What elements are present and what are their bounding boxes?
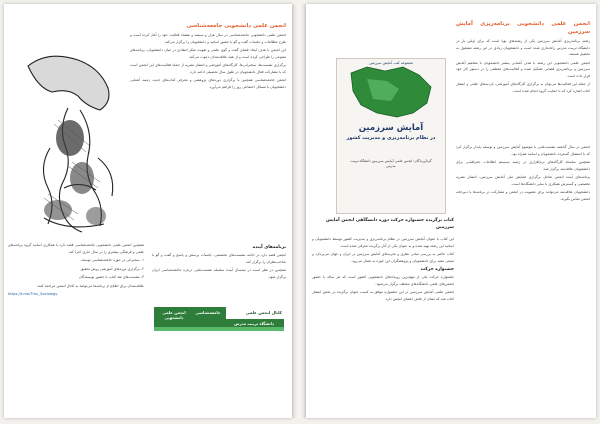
cover-authors: گردآورندگان: انجمن علمی آمایش سرزمین دانشگاه تربیت مدرس [350, 159, 432, 168]
paragraph: انجمن قصد دارد در ادامه نشست‌های تخصصی، جلسات پرسش و پاسخ و گفت و گو با صاحب‌نظران را برگزار کند. [152, 253, 286, 264]
channel-link[interactable]: https://t.me/Tmu_Sociology [8, 292, 58, 296]
paragraph: رشته برنامه‌ریزی آمایش سرزمین یکی از رشته‌های نوپا است که برای اولین بار در دانشگاه تربیت مدرس راه‌اندازی شده است و دانشجویان زیادی در این رشته مشغول به تحصیل هستند. [456, 39, 590, 56]
paragraph: از جمله این فعالیت‌ها می‌توان به برگزاری کارگاه‌های آموزشی، بازدیدهای علمی و انتشار کتاب اشاره کرد که با حمایت گروه انجام شده است. [456, 82, 590, 93]
paragraph: دانشجویان علاقه‌مند می‌توانند برای عضویت در انجمن و مشارکت در برنامه‌ها با دبیرخانه انجمن تماس بگیرند. [456, 190, 590, 201]
paragraph: انجمن علمی آمایش سرزمین در این جشنواره موفق به کسب عنوان برگزیده در بخش انتشار کتاب شد که نشان از تلاش اعضای انجمن دارد. [312, 290, 454, 301]
paragraph: جشنواره حرکت یکی از مهم‌ترین رویدادهای دانشجویی کشور است که هر ساله با حضور انجمن‌های علمی دانشگاه‌های مختلف برگزار می‌شود. [312, 275, 454, 286]
page-gutter [292, 4, 306, 418]
paragraph: برنامه‌های آینده انجمن شامل برگزاری همایش ملی آمایش سرزمین، انتشار نشریه تخصصی و گسترش همکاری با سایر دانشگاه‌ها است. [456, 175, 590, 186]
festival-heading: جشنواره حرکت [420, 267, 454, 272]
paragraph: انجمن جامعه‌شناسی همچنین با برگزاری دوره‌های پژوهشی و معرفی کتاب‌های جدید، زمینه آشنایی دانشجویان با مسائل اجتماعی روز را فراهم می‌آورد. [130, 78, 286, 89]
info-box-inner [226, 307, 284, 319]
info-box-inner-label: کانال انجمن علمی [245, 310, 282, 315]
right-bottom-left-column [312, 236, 454, 304]
paragraph: انجمن در سال گذشته نشست‌هایی با موضوع آمایش سرزمین و توسعه پایدار برگزار کرد که با استقبال گسترده دانشجویان و اساتید همراه بود. [456, 145, 590, 156]
future-programs-heading: برنامه‌های آینده [252, 245, 286, 250]
book-cover [336, 58, 446, 214]
info-box-cell: انجمن علمی دانشجویی [162, 310, 186, 320]
cover-caption: کتاب برگزیده جشنواره حرکت دوره دانشگاهی انجمن آمایش سرزمین [325, 218, 454, 230]
left-top-column [130, 22, 286, 92]
left-top-heading: انجمن علمی دانشجویی جامعه‌شناسی [186, 23, 286, 29]
paragraph: انجمن علمی دانشجویی این رشته با هدف آشنایی بیشتر دانشجویان با مفاهیم آمایش سرزمین و برنامه‌ریزی فضایی تشکیل شده و فعالیت‌های مختلفی را در دستور کار خود قرار داده است. [456, 60, 590, 78]
cover-caption-block [312, 218, 454, 231]
list-item: ۲. برگزاری دوره‌های آموزشی روش تحقیق [80, 266, 144, 271]
iran-map-icon [337, 59, 445, 123]
paragraph: کتاب حاضر به بررسی مبانی نظری و تجربه‌های آمایش سرزمین در ایران و جهان می‌پردازد و منبعی مفید برای دانشجویان و پژوهشگران این حوزه به شمار می‌رود. [312, 252, 454, 263]
cover-series-label: مجموعه کتب آمایش سرزمین [368, 61, 414, 65]
green-info-box [154, 307, 284, 331]
left-page [4, 4, 292, 418]
left-bottom-left-column [152, 242, 286, 282]
paragraph: همچنین در نظر است در نیمسال آینده سلسله نشست‌هایی درباره جامعه‌شناسی ایران برگزار شود. [152, 268, 286, 279]
paragraph: این انجمن با هدف ایجاد فضای گفت و گوی علمی و تقویت تفکر انتقادی در میان دانشجویان، برنامه‌های متنوعی را طراحی کرده است و از همه علاقه‌مندان دعوت می‌کند. [130, 48, 286, 59]
cover-title: آمایش سرزمین [358, 123, 424, 133]
paragraph: انجمن علمی دانشجویی جامعه‌شناسی در سال هزار و سیصد و هشتاد فعالیت خود را آغاز کرده است و طرح مطالعات و جلسات گفت و گو با حضور اساتید و دانشجویان را برگزار می‌کند. [130, 33, 286, 44]
list-item: ۱. سخنرانی در حوزه جامعه‌شناسی توسعه [81, 258, 144, 262]
sculpture-illustration [8, 48, 130, 236]
paragraph: همچنین انجمن علمی دانشجویی جامعه‌شناسی قصد دارد با همکاری اساتید گروه برنامه‌های علمی و فرهنگی بیشتری را در سال جاری اجرا کند. [8, 243, 144, 254]
paragraph: همچنین سلسله کارگاه‌های نرم‌افزاری در زمینه سیستم اطلاعات جغرافیایی برای دانشجویان علاقه‌مند برگزار شد. [456, 160, 590, 171]
right-page [306, 4, 596, 418]
left-bottom-right-column [8, 242, 144, 300]
info-box-cell: جامعه‌شناسی [195, 310, 221, 315]
info-box-cell: دانشگاه تربیت مدرس [234, 321, 274, 326]
list-item: ۳. نشست‌های نقد کتاب با حضور نویسندگان [78, 275, 144, 279]
right-top-heading: انجمن علمی دانشجویی برنامه‌ریزی آمایش سرزمین [456, 21, 590, 35]
cover-subtitle: در نظام برنامه‌ریزی و مدیریت کشور [346, 135, 436, 141]
info-box-stripe [154, 327, 284, 331]
paragraph: این کتاب با عنوان آمایش سرزمین در نظام برنامه‌ریزی و مدیریت کشور توسط دانشجویان و اساتید این رشته تهیه شده و به عنوان یکی از آثار برگزیده معرفی شده است. [312, 237, 454, 248]
right-top-column [456, 20, 590, 96]
paragraph: برگزاری نشست‌ها، سخنرانی‌ها، کارگاه‌های آموزشی و انتشار نشریه از جمله فعالیت‌های این انجمن است که با مشارکت فعال دانشجویان در طول سال تحصیلی ادامه دارد. [130, 63, 286, 74]
right-bottom-right-column [456, 144, 590, 204]
paragraph: علاقه‌مندان برای اطلاع از برنامه‌ها می‌توانند به کانال انجمن مراجعه کنند. [36, 283, 144, 288]
